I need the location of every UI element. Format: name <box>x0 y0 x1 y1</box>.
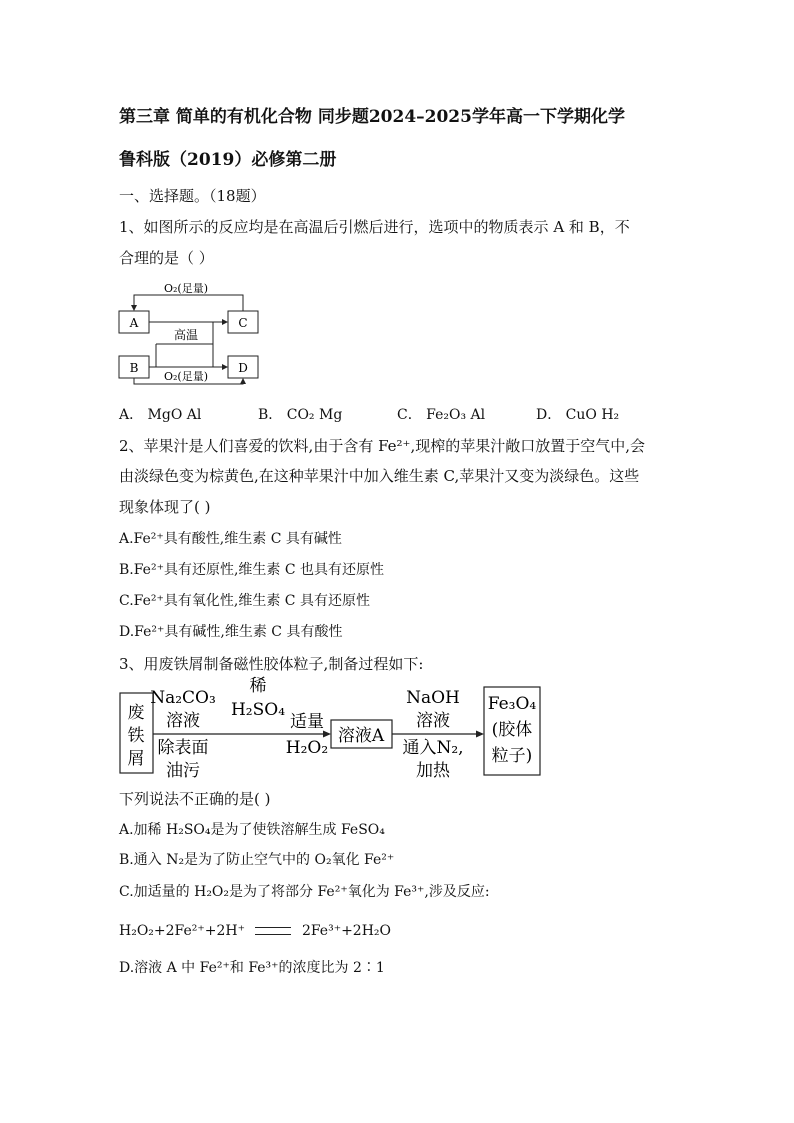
q1-option-b: B． CO₂ Mg <box>258 407 343 423</box>
label-a: A <box>129 316 139 330</box>
section-heading: 一、选择题。（18题） <box>119 187 266 205</box>
label-o2-bottom: O₂(足量) <box>163 370 209 383</box>
label-o2-top: O₂(足量) <box>163 282 209 295</box>
step3-condition-2: 加热 <box>416 761 450 781</box>
step1-reagent: Na₂CO₃ <box>150 688 216 708</box>
label-high-temp: 高温 <box>173 328 199 342</box>
start-char-1: 废 <box>127 703 145 723</box>
o2-top-arrow <box>134 295 243 311</box>
step3-condition-1: 通入N₂, <box>402 738 464 758</box>
label-b: B <box>129 361 139 375</box>
product-line-2: (胶体 <box>491 720 533 740</box>
q3-option-a: A.加稀 H₂SO₄是为了使铁溶解生成 FeSO₄ <box>119 822 385 838</box>
solution-a-label: 溶液A <box>337 726 385 746</box>
product-formula: Fe₃O₄ <box>487 694 537 714</box>
q3-option-d: D.溶液 A 中 Fe²⁺和 Fe³⁺的浓度比为 2∶1 <box>119 960 385 976</box>
q1-reaction-diagram <box>112 278 272 388</box>
q2-option-b: B.Fe²⁺具有还原性,维生素 C 也具有还原性 <box>119 562 385 578</box>
label-c: C <box>238 316 248 330</box>
q3-process-flow <box>115 675 550 787</box>
q2-option-d: D.Fe²⁺具有碱性,维生素 C 具有酸性 <box>119 624 343 640</box>
equation-right: 2Fe³⁺+2H₂O <box>301 923 392 939</box>
step3-reagent-1: NaOH <box>406 688 460 708</box>
q1-stem-line2: 合理的是（ ） <box>119 249 214 267</box>
q1-option-a: A． MgO Al <box>119 407 202 423</box>
step2-amount: 适量 <box>290 712 324 732</box>
q3-equation <box>119 921 391 941</box>
step2-reagent-1: 稀 <box>249 676 267 696</box>
start-char-2: 铁 <box>127 726 145 746</box>
equation-left: H₂O₂+2Fe²⁺+2H⁺ <box>119 923 246 939</box>
step1-reagent-2: 溶液 <box>166 711 200 731</box>
doc-title-line1: 第三章 简单的有机化合物 同步题2024–2025学年高一下学期化学 <box>119 107 625 127</box>
q2-stem-line3: 现象体现了( ) <box>119 498 211 516</box>
q3-question: 下列说法不正确的是( ) <box>119 790 271 808</box>
step2-reagent-2: H₂SO₄ <box>230 700 286 720</box>
q2-option-c: C.Fe²⁺具有氧化性,维生素 C 具有还原性 <box>119 593 370 609</box>
step1-purpose-1: 除表面 <box>157 738 209 758</box>
step2-oxidant: H₂O₂ <box>285 738 329 758</box>
q1-option-d: D． CuO H₂ <box>536 407 620 423</box>
start-char-3: 屑 <box>127 749 145 769</box>
equation-equals-sign <box>255 927 291 935</box>
product-line-3: 粒子) <box>491 746 533 766</box>
label-d: D <box>238 361 248 375</box>
q3-option-c: C.加适量的 H₂O₂是为了将部分 Fe²⁺氧化为 Fe³⁺,涉及反应: <box>119 884 490 900</box>
q2-stem-line1: 2、苹果汁是人们喜爱的饮料,由于含有 Fe²⁺,现榨的苹果汁敞口放置于空气中,会 <box>119 437 646 455</box>
q2-option-a: A.Fe²⁺具有酸性,维生素 C 具有碱性 <box>119 531 342 547</box>
q3-option-b: B.通入 N₂是为了防止空气中的 O₂氧化 Fe²⁺ <box>119 852 395 868</box>
doc-title-line2: 鲁科版（2019）必修第二册 <box>119 150 337 170</box>
q2-stem-line2: 由淡绿色变为棕黄色,在这种苹果汁中加入维生素 C,苹果汁又变为淡绿色。这些 <box>119 467 640 485</box>
q1-stem-line1: 1、如图所示的反应均是在高温后引燃后进行，选项中的物质表示 A 和 B，不 <box>119 218 630 236</box>
q1-option-c: C． Fe₂O₃ Al <box>397 407 486 423</box>
q3-stem: 3、用废铁屑制备磁性胶体粒子,制备过程如下: <box>119 655 424 673</box>
step3-reagent-2: 溶液 <box>416 711 450 731</box>
step1-purpose-2: 油污 <box>166 761 200 781</box>
